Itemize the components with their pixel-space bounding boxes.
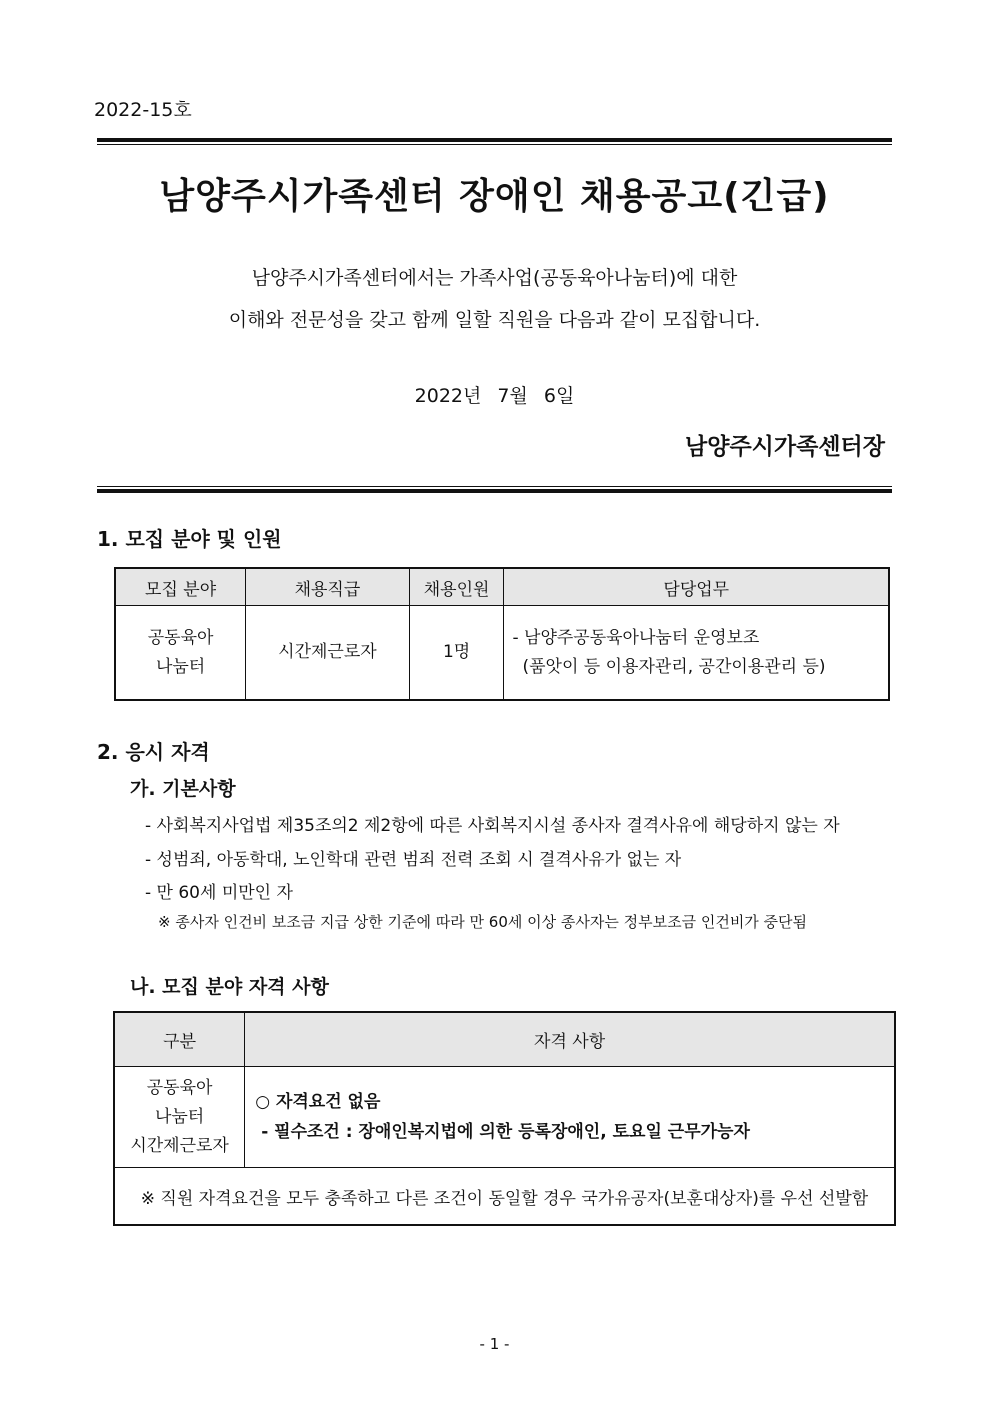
top-divider-thin xyxy=(97,144,892,145)
table-header-row xyxy=(115,568,889,606)
header-count: 채용인원 xyxy=(409,568,504,606)
qualification-table xyxy=(113,1011,896,1226)
subsection-a-heading: 가. 기본사항 xyxy=(130,778,236,800)
page-title: 남양주시가족센터 장애인 채용공고(긴급) xyxy=(159,176,830,217)
middle-divider xyxy=(97,489,892,493)
announcement-date: 2022년 7월 6일 xyxy=(414,385,575,407)
category-line-2: 나눔터 xyxy=(154,1106,205,1127)
header-duty: 담당업무 xyxy=(504,568,889,606)
intro-line-2: 이해와 전문성을 갖고 함께 일할 직원을 다음과 같이 모집합니다. xyxy=(228,309,761,331)
table-footer-row xyxy=(114,1168,895,1226)
table-header-row xyxy=(114,1012,895,1067)
section-2-heading: 2. 응시 자격 xyxy=(97,740,210,764)
middle-divider-thin xyxy=(97,486,892,487)
signatory: 남양주시가족센터장 xyxy=(685,434,885,460)
priority-footnote: ※ 직원 자격요건을 모두 충족하고 다른 조건이 동일할 경우 국가유공자(보훈대상자)를 우선 선발함 xyxy=(114,1168,895,1226)
age-note: ※ 종사자 인건비 보조금 지급 상한 기준에 따라 만 60세 이상 종사자는 정부보조금 인건비가 중단됨 xyxy=(158,913,808,931)
category-line-3: 시간제근로자 xyxy=(130,1135,229,1156)
cell-field xyxy=(115,606,246,701)
duty-line-1: - 남양주공동육아나눔터 운영보조 xyxy=(512,627,760,648)
field-line-2: 나눔터 xyxy=(155,656,206,677)
top-divider xyxy=(97,138,892,142)
header-category: 구분 xyxy=(114,1012,245,1067)
requirement-item: - 사회복지사업법 제35조의2 제2항에 따른 사회복지시설 종사자 결격사유에 해당하지 않는 자 xyxy=(145,816,840,836)
header-rank: 채용직급 xyxy=(246,568,410,606)
cell-rank: 시간제근로자 xyxy=(246,606,410,701)
cell-duty xyxy=(504,606,889,701)
subsection-b-heading: 나. 모집 분야 자격 사항 xyxy=(130,976,329,998)
qualification-line-1: ○ 자격요건 없음 xyxy=(255,1092,381,1112)
header-field: 모집 분야 xyxy=(115,568,246,606)
cell-category xyxy=(114,1067,245,1168)
cell-count: 1명 xyxy=(409,606,504,701)
document-number: 2022-15호 xyxy=(94,99,192,121)
page-number: - 1 - xyxy=(479,1335,510,1353)
section-1-heading: 1. 모집 분야 및 인원 xyxy=(97,527,282,551)
header-qualification: 자격 사항 xyxy=(245,1012,895,1067)
requirement-item: - 성범죄, 아동학대, 노인학대 관련 범죄 전력 조회 시 결격사유가 없는 자 xyxy=(145,850,682,870)
recruitment-table xyxy=(114,567,890,701)
duty-line-2: (품앗이 등 이용자관리, 공간이용관리 등) xyxy=(522,656,826,677)
intro-line-1: 남양주시가족센터에서는 가족사업(공동육아나눔터)에 대한 xyxy=(251,267,738,289)
table-row xyxy=(115,606,889,701)
category-line-1: 공동육아 xyxy=(146,1077,213,1098)
requirement-item: - 만 60세 미만인 자 xyxy=(145,883,293,903)
table-row xyxy=(114,1067,895,1168)
qualification-line-2: - 필수조건 : 장애인복지법에 의한 등록장애인, 토요일 근무가능자 xyxy=(261,1122,750,1142)
field-line-1: 공동육아 xyxy=(147,627,214,648)
cell-qualification xyxy=(245,1067,895,1168)
